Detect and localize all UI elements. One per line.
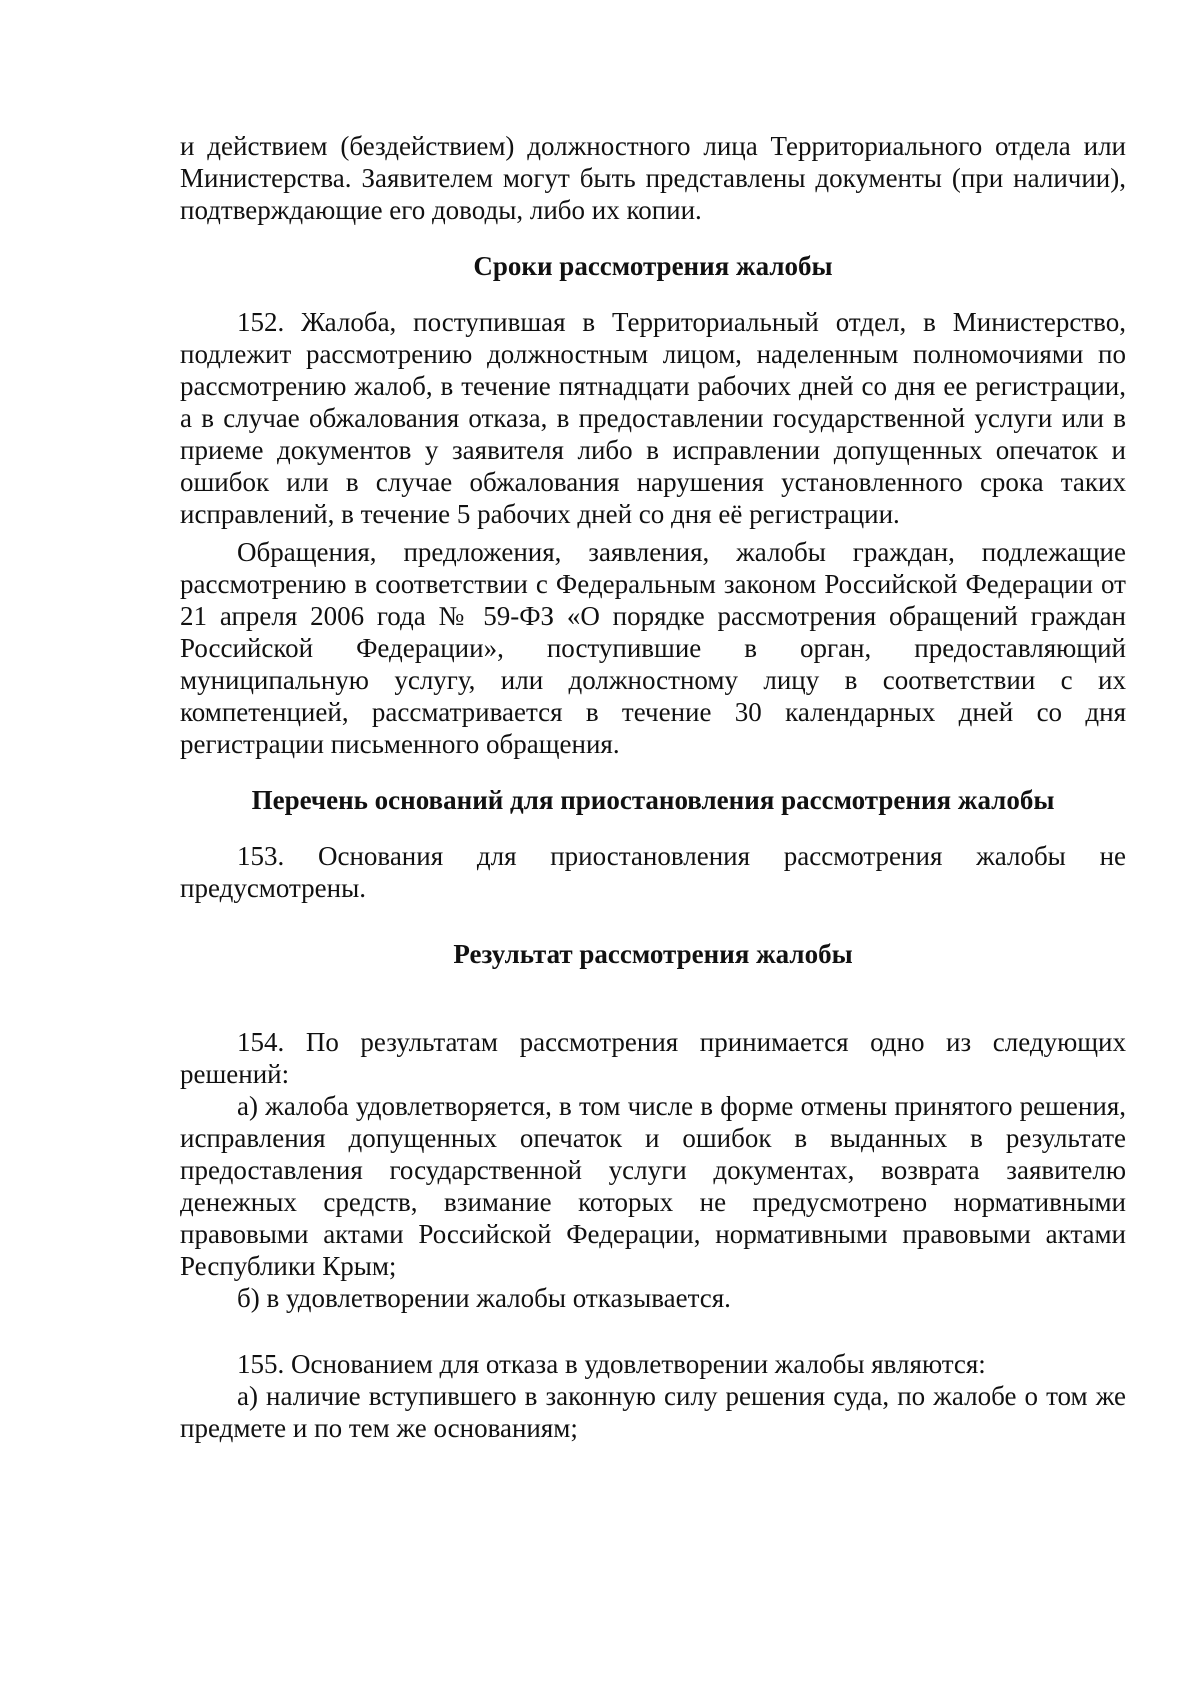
- intro-paragraph: и действием (бездействием) должностного лица Территориального отдела или Министерства. Заявителем могут быть представлены документы (при наличии), подтверждающие его доводы, либо их копии.: [180, 131, 1126, 225]
- paragraph-155: 155. Основанием для отказа в удовлетворении жалобы являются:: [237, 1349, 986, 1379]
- heading-suspension-grounds: Перечень оснований для приостановления рассмотрения жалобы: [251, 785, 1055, 815]
- paragraph-appeals: Обращения, предложения, заявления, жалобы граждан, подлежащие рассмотрению в соответствии с Федеральным законом Российской Федерации от 21 апреля 2006 года № 59-ФЗ «О порядке рассмотрения обращений граждан Российской Федерации», поступившие в орган, предоставляющий муниципальную услугу, или должностному лицу в соответствии с их компетенцией, рассматривается в течение 30 календарных дней со дня регистрации письменного обращения.: [180, 537, 1126, 759]
- paragraph-155-a: а) наличие вступившего в законную силу решения суда, по жалобе о том же предмете и по тем же основаниям;: [180, 1381, 1126, 1443]
- paragraph-152: 152. Жалоба, поступившая в Территориальный отдел, в Министерство, подлежит рассмотрению должностным лицом, наделенным полномочиями по рассмотрению жалоб, в течение пятнадцати рабочих дней со дня ее регистрации, а в случае обжалования отказа, в предоставлении государственной услуги или в приеме документов у заявителя либо в исправлении допущенных опечаток и ошибок или в случае обжалования нарушения установленного срока таких исправлений, в течение 5 рабочих дней со дня её регистрации.: [180, 307, 1126, 529]
- paragraph-153: 153. Основания для приостановления рассмотрения жалобы не предусмотрены.: [180, 841, 1126, 903]
- paragraph-154: 154. По результатам рассмотрения принимается одно из следующих решений:: [180, 1027, 1126, 1089]
- paragraph-154-a: а) жалоба удовлетворяется, в том числе в форме отмены принятого решения, исправления допущенных опечаток и ошибок в выданных в результате предоставления государственной услуги документах, возврата заявителю денежных средств, взимание которых не предусмотрено нормативными правовыми актами Российской Федерации, нормативными правовыми актами Республики Крым;: [180, 1091, 1126, 1281]
- paragraph-154-b: б) в удовлетворении жалобы отказывается.: [237, 1283, 731, 1313]
- heading-review-result: Результат рассмотрения жалобы: [453, 939, 853, 969]
- document-page: [180, 130, 1126, 1444]
- heading-review-terms: Сроки рассмотрения жалобы: [473, 251, 833, 281]
